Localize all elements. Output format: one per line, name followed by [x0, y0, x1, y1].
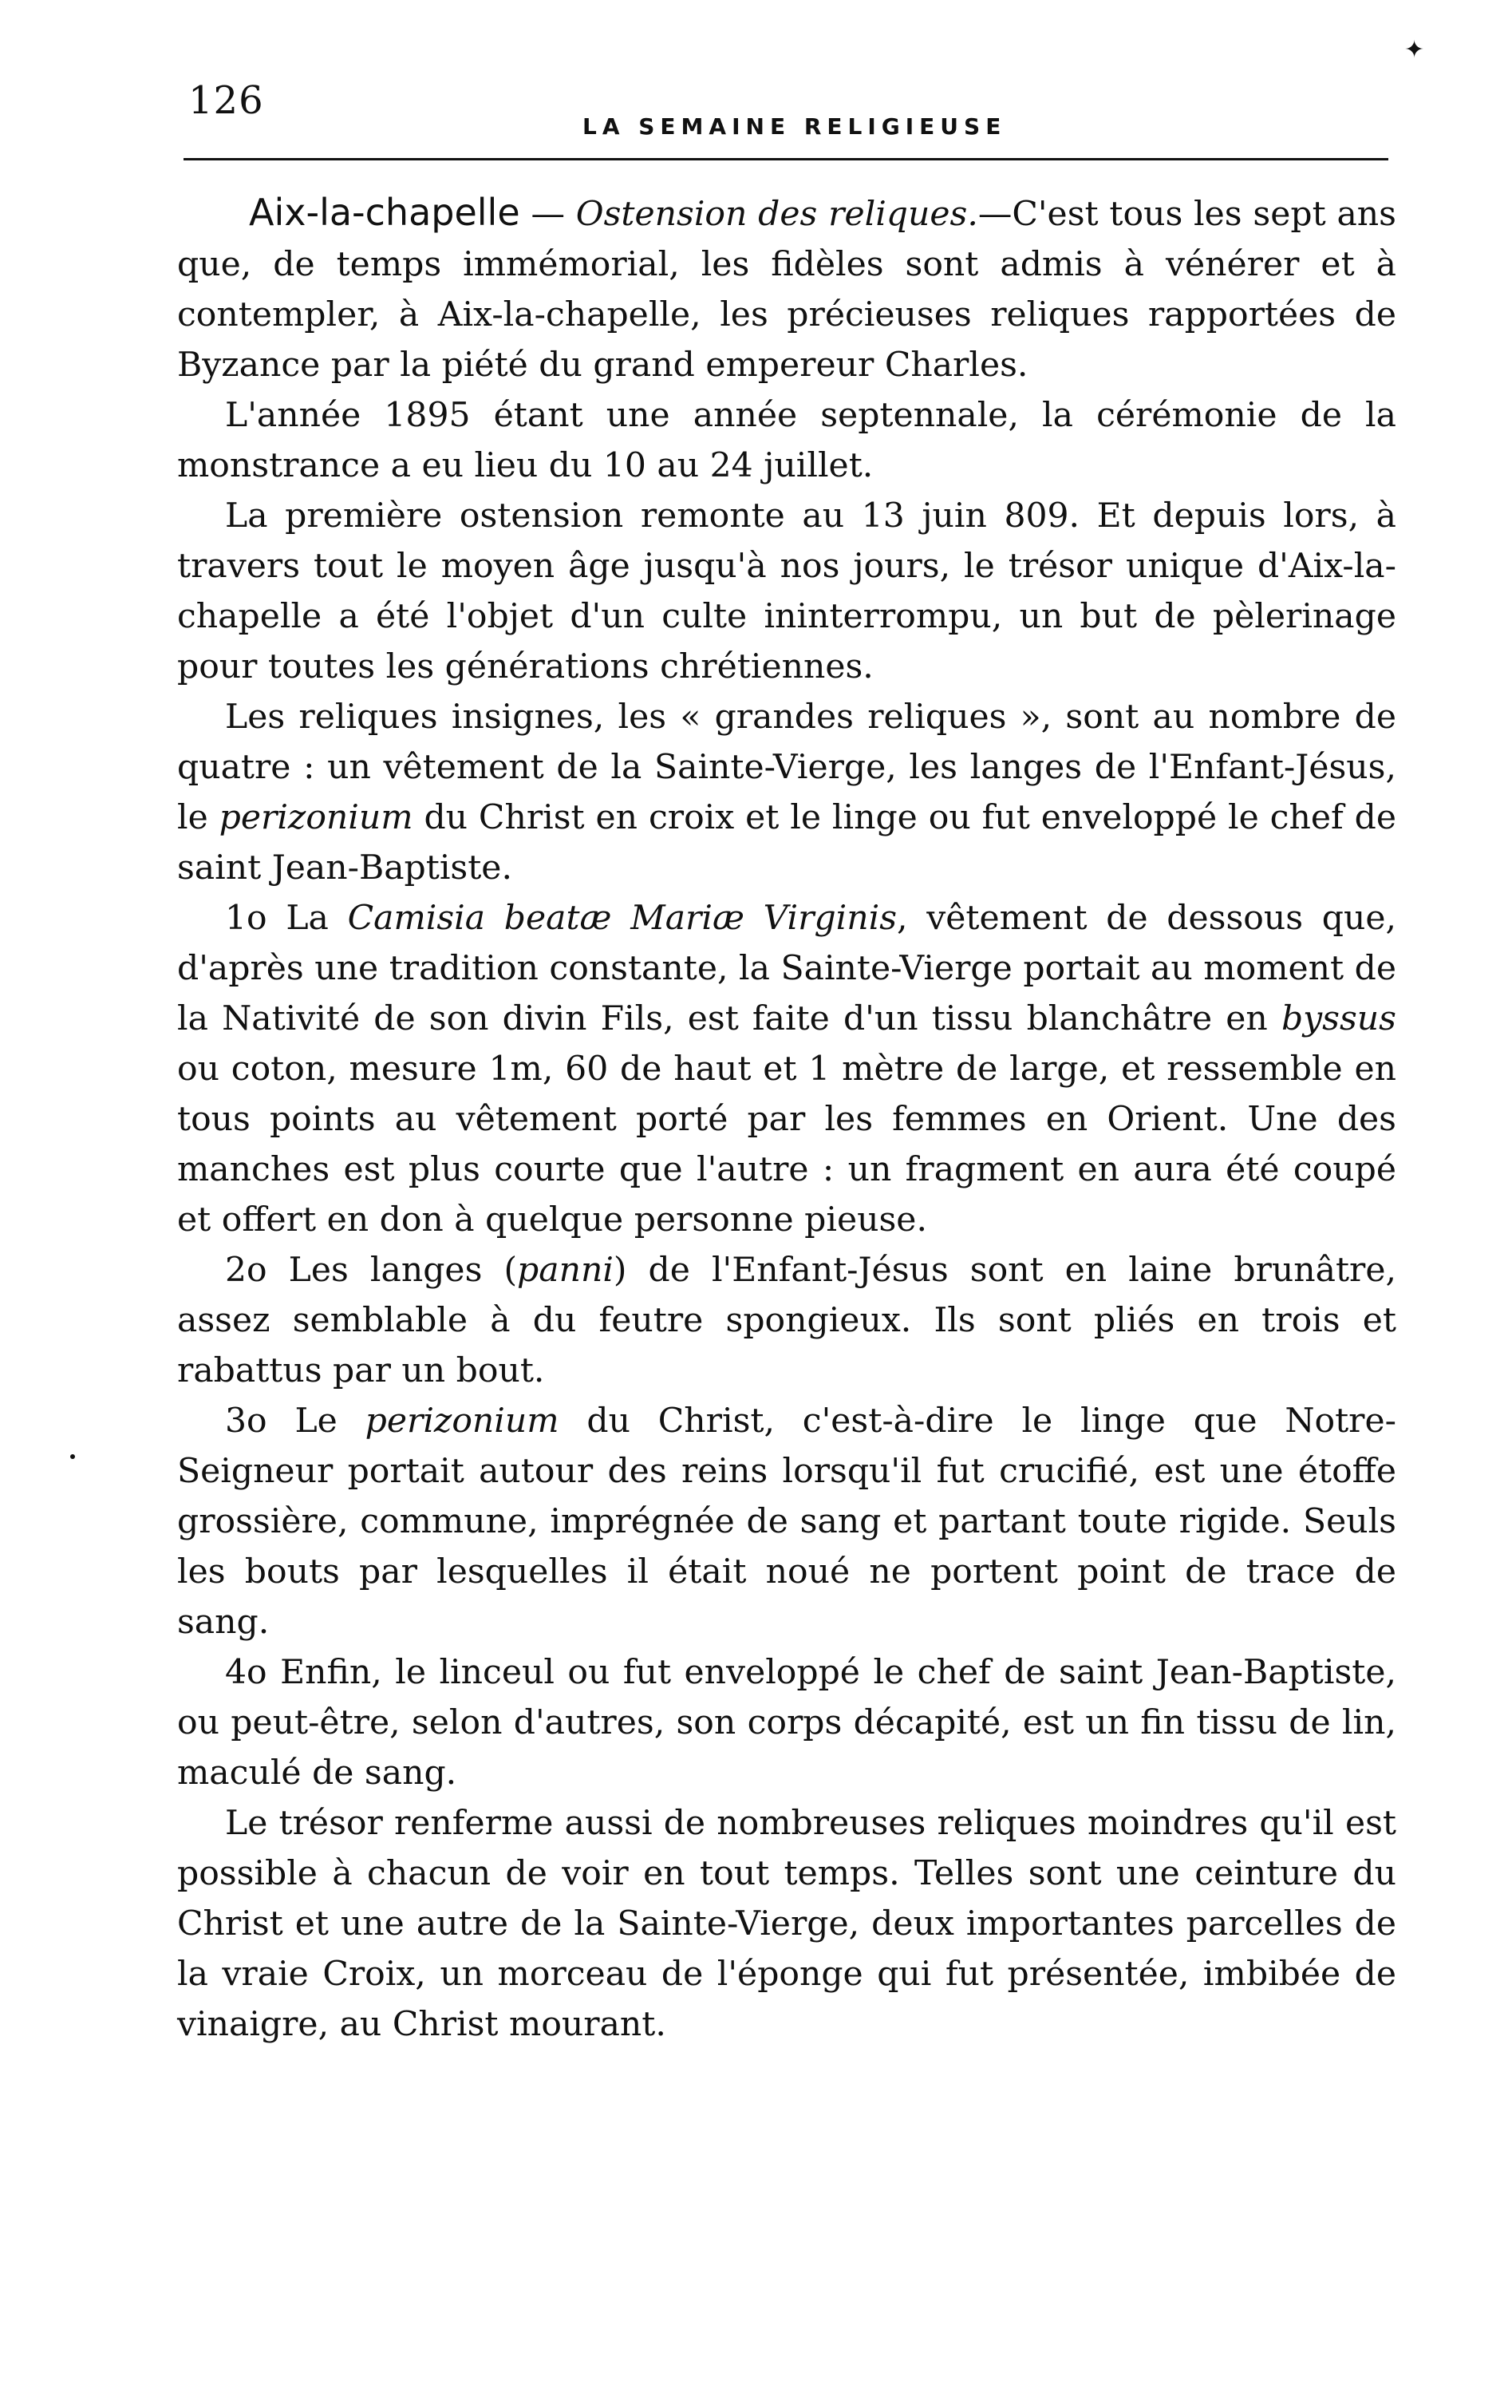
paragraph-history: La première ostension remonte au 13 juin 809. Et depuis lors, à travers tout le moyen âge jusqu'à nos jours, le trésor unique d'Aix-la-chapelle a été l'objet d'un culte ininterrompu, un but de pèlerinage pour toutes les générations chrétiennes.: [177, 496, 1396, 686]
relics-list-term: perizonium: [219, 798, 413, 837]
paragraph-intro-text: —C'est tous les sept ans que, de temps immémorial, les fidèles sont admis à vénérer et à contempler, à Aix-la-chapelle, les précieuses reliques rapportées de Byzance par la piété du grand empereur Charles.: [177, 195, 1396, 385]
paragraph-date: L'année 1895 étant une année septennale, la cérémonie de la monstrance a eu lieu du 10 au 24 juillet.: [177, 396, 1396, 485]
relics-list-text-b: du Christ en croix et le linge ou fut enveloppé le chef de saint Jean-Baptiste.: [177, 798, 1396, 888]
paragraph-relic-1: [177, 893, 1396, 1245]
corner-mark-icon: ✦: [1404, 36, 1425, 64]
paragraph-relic-3: [177, 1396, 1396, 1647]
relic-3-term: perizonium: [365, 1402, 559, 1441]
paragraph-relic-4: 4o Enfin, le linceul ou fut enveloppé le chef de saint Jean-Baptiste, ou peut-être, selon d'autres, son corps décapité, est un fin tissu de lin, maculé de sang.: [177, 1653, 1396, 1793]
relic-2-text-b: ) de l'Enfant-Jésus sont en laine brunâtre, assez semblable à du feutre spongieux. Ils sont pliés en trois et rabattus par un bout.: [177, 1251, 1396, 1390]
relic-3-text-b: du Christ, c'est-à-dire le linge que Notre-Seigneur portait autour des reins lorsqu'il fut crucifié, est une étoffe grossière, commune, imprégnée de sang et partant toute rigide. Seuls les bouts par lesquelles il était noué ne portent point de trace de sang.: [177, 1402, 1396, 1642]
paragraph-relics-list: [177, 692, 1396, 893]
article-subtitle: Ostension des reliques.: [575, 195, 978, 234]
article-headline: Aix-la-chapelle: [249, 191, 520, 234]
relic-2-term: panni: [517, 1251, 614, 1290]
relic-3-text-a: 3o Le: [225, 1402, 365, 1441]
paragraph-minor-relics: Le trésor renferme aussi de nombreuses reliques moindres qu'il est possible à chacun de voir en tout temps. Telles sont une ceinture du Christ et une autre de la Sainte-Vierge, deux importantes parcelles de la vraie Croix, un morceau de l'éponge qui fut présentée, imbibée de vinaigre, au Christ mourant.: [177, 1804, 1396, 2044]
header-rule: [184, 158, 1388, 160]
paragraph-relic-2: [177, 1245, 1396, 1396]
relic-1-text-b: , vêtement de dessous que, d'après une tradition constante, la Sainte-Vierge portait au moment de la Nativité de son divin Fils, est faite d'un tissu blanchâtre en: [177, 899, 1396, 1038]
relics-list-text-a: Les reliques insignes, les « grandes reliques », sont au nombre de quatre : un vêtement de la Sainte-Vierge, les langes de l'Enfant-Jésus, le: [177, 698, 1396, 837]
margin-speck-icon: [70, 1454, 75, 1459]
article-body: [177, 188, 1396, 2050]
relic-1-term: Camisia beatæ Mariæ Virginis: [347, 899, 898, 938]
relic-2-text-a: 2o Les langes (: [225, 1251, 518, 1290]
headline-dash: —: [519, 195, 576, 234]
relic-1-text-a: 1o La: [225, 899, 348, 938]
running-title: LA SEMAINE RELIGIEUSE: [582, 113, 1007, 140]
paragraph-intro: [177, 188, 1396, 390]
relic-1-term-2: byssus: [1281, 999, 1396, 1038]
relic-1-text-c: ou coton, mesure 1m, 60 de haut et 1 mètre de large, et ressemble en tous points au vêtement porté par les femmes en Orient. Une des manches est plus courte que l'autre : un fragment en aura été coupé et offert en don à quelque personne pieuse.: [177, 1050, 1396, 1240]
page-number: 126: [188, 78, 264, 123]
